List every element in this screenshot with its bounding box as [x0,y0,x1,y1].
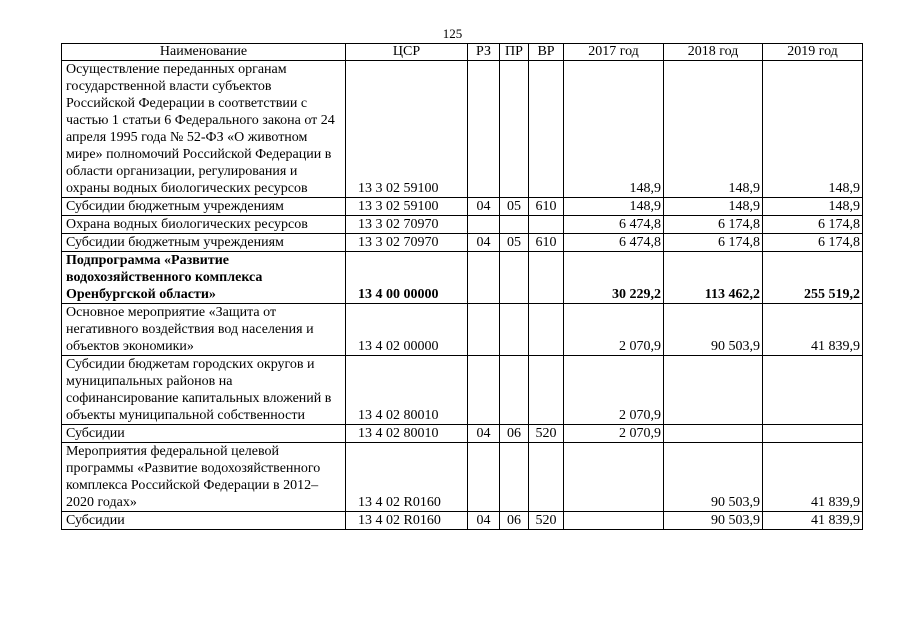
cell-vr [529,356,564,425]
table-row [62,252,863,304]
cell-2017: 148,9 [564,61,664,198]
header-pr: ПР [500,44,529,61]
cell-name: Охрана водных биологических ресурсов [62,216,346,234]
cell-name: Подпрограмма «Развитие водохозяйственного комплекса Оренбургской области» [62,252,346,304]
table-row [62,198,863,216]
cell-2018 [664,425,763,443]
cell-2018: 6 174,8 [664,216,763,234]
cell-vr [529,252,564,304]
cell-2017: 6 474,8 [564,234,664,252]
cell-pr [500,61,529,198]
table-row [62,61,863,198]
cell-name: Субсидии бюджетным учреждениям [62,234,346,252]
cell-csr: 13 4 02 R0160 [346,512,468,530]
cell-rz [468,443,500,512]
cell-csr: 13 4 02 80010 [346,356,468,425]
cell-2017: 30 229,2 [564,252,664,304]
cell-2018: 148,9 [664,198,763,216]
table-row [62,304,863,356]
cell-name: Субсидии [62,425,346,443]
cell-name: Субсидии бюджетам городских округов и муниципальных районов на софинансирование капитальных вложений в объекты муниципальной собственности [62,356,346,425]
cell-name: Мероприятия федеральной целевой программы «Развитие водохозяйственного комплекса Российской Федерации в 2012–2020 годах» [62,443,346,512]
header-vr: ВР [529,44,564,61]
cell-rz [468,216,500,234]
table-row [62,234,863,252]
cell-2017 [564,443,664,512]
cell-2019: 6 174,8 [763,234,863,252]
cell-vr [529,443,564,512]
cell-pr [500,443,529,512]
table-row [62,443,863,512]
cell-pr [500,252,529,304]
cell-2019 [763,425,863,443]
cell-vr [529,61,564,198]
cell-2017: 2 070,9 [564,356,664,425]
cell-name: Субсидии бюджетным учреждениям [62,198,346,216]
cell-csr: 13 3 02 59100 [346,61,468,198]
cell-rz: 04 [468,425,500,443]
cell-name: Субсидии [62,512,346,530]
cell-rz: 04 [468,198,500,216]
cell-2018: 6 174,8 [664,234,763,252]
cell-vr [529,304,564,356]
header-name: Наименование [62,44,346,61]
cell-csr: 13 3 02 70970 [346,216,468,234]
cell-pr [500,304,529,356]
table-row [62,216,863,234]
cell-vr [529,216,564,234]
cell-pr: 06 [500,425,529,443]
cell-pr: 05 [500,198,529,216]
cell-2018: 148,9 [664,61,763,198]
cell-csr: 13 4 02 R0160 [346,443,468,512]
cell-2019: 41 839,9 [763,443,863,512]
cell-rz [468,252,500,304]
cell-rz [468,356,500,425]
header-rz: РЗ [468,44,500,61]
header-csr: ЦСР [346,44,468,61]
cell-pr [500,356,529,425]
cell-rz [468,61,500,198]
cell-name: Осуществление переданных органам государственной власти субъектов Российской Федерации в соответствии с частью 1 статьи 6 Федерального закона от 24 апреля 1995 года № 52-ФЗ «О животном мире» полномочий Российской Федерации в области организации, регулирования и охраны водных биологических ресурсов [62,61,346,198]
cell-2017: 6 474,8 [564,216,664,234]
header-row [62,44,863,61]
cell-2019: 41 839,9 [763,512,863,530]
cell-2019: 6 174,8 [763,216,863,234]
cell-vr: 520 [529,512,564,530]
cell-2019: 148,9 [763,198,863,216]
cell-csr: 13 4 02 80010 [346,425,468,443]
cell-2018: 113 462,2 [664,252,763,304]
header-2019: 2019 год [763,44,863,61]
cell-2017: 2 070,9 [564,304,664,356]
cell-csr: 13 3 02 70970 [346,234,468,252]
cell-2018: 90 503,9 [664,304,763,356]
cell-pr: 05 [500,234,529,252]
cell-pr [500,216,529,234]
cell-2017 [564,512,664,530]
cell-2018: 90 503,9 [664,512,763,530]
cell-csr: 13 3 02 59100 [346,198,468,216]
cell-vr: 610 [529,234,564,252]
cell-2019: 41 839,9 [763,304,863,356]
cell-2019: 255 519,2 [763,252,863,304]
page-number: 125 [442,26,463,41]
cell-rz: 04 [468,512,500,530]
cell-name: Основное мероприятие «Защита от негативного воздействия вод населения и объектов экономики» [62,304,346,356]
cell-vr: 520 [529,425,564,443]
cell-2019 [763,356,863,425]
table-row [62,425,863,443]
cell-rz: 04 [468,234,500,252]
cell-2018: 90 503,9 [664,443,763,512]
header-2018: 2018 год [664,44,763,61]
cell-csr: 13 4 00 00000 [346,252,468,304]
cell-2017: 148,9 [564,198,664,216]
cell-rz [468,304,500,356]
cell-csr: 13 4 02 00000 [346,304,468,356]
budget-table [61,43,863,530]
cell-2018 [664,356,763,425]
cell-pr: 06 [500,512,529,530]
table-row [62,356,863,425]
cell-2017: 2 070,9 [564,425,664,443]
cell-2019: 148,9 [763,61,863,198]
cell-vr: 610 [529,198,564,216]
table-row [62,512,863,530]
header-2017: 2017 год [564,44,664,61]
